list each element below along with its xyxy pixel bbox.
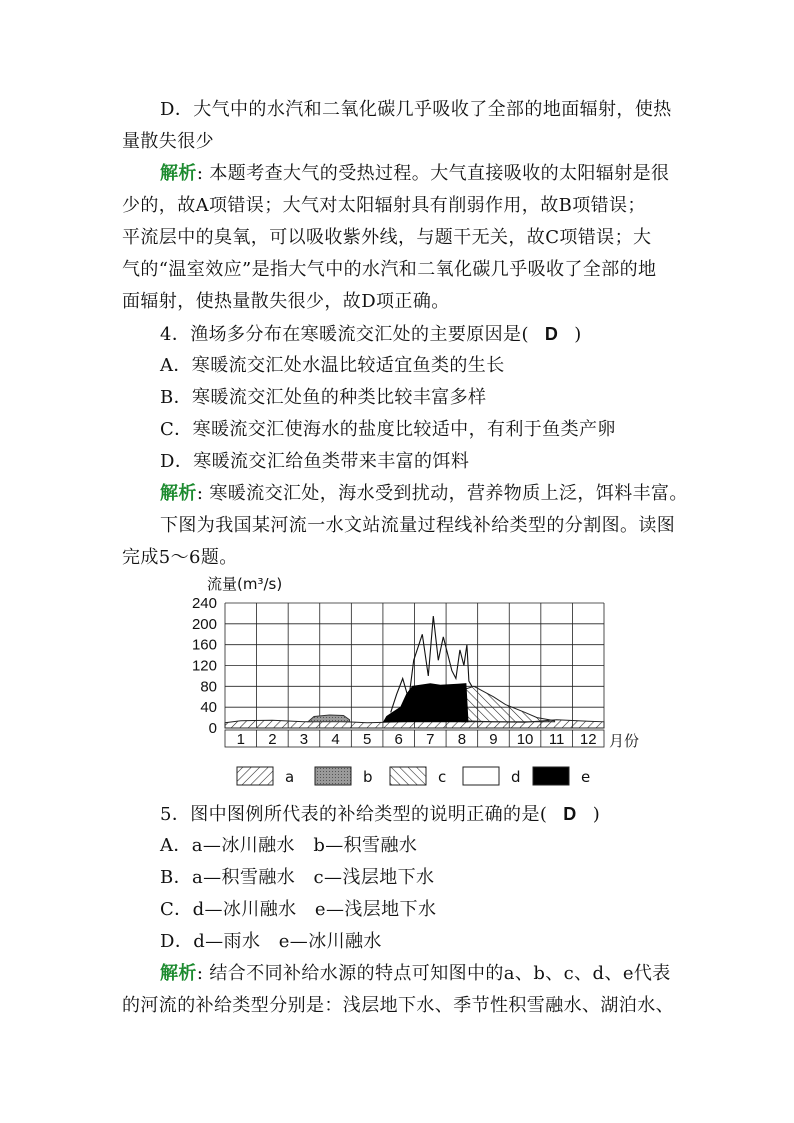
month-label: 8 <box>457 731 467 748</box>
question-5-close: ) <box>592 804 601 825</box>
x-axis-label: 月份 <box>609 732 640 750</box>
legend-swatch-a <box>237 767 273 785</box>
legend-swatch-e <box>533 767 569 785</box>
question-4-option-c: C．寒暖流交汇使海水的盐度比较适中，有利于鱼类产卵 <box>160 419 616 440</box>
analysis-1-line2: 少的，故A项错误；大气对太阳辐射具有削弱作用，故B项错误； <box>122 195 646 216</box>
analysis-label: 解析 <box>160 163 197 184</box>
analysis-label: 解析 <box>160 963 197 984</box>
analysis-text: : 本题考查大气的受热过程。大气直接吸收的太阳辐射是很 <box>196 163 670 184</box>
intro-line2: 完成5～6题。 <box>122 547 238 568</box>
legend-swatch-d <box>463 767 499 785</box>
question-5-option-a: A．a—冰川融水 b—积雪融水 <box>160 835 418 856</box>
month-label: 1 <box>236 731 245 748</box>
analysis-3-line2: 的河流的补给类型分别是：浅层地下水、季节性积雪融水、湖泊水、 <box>122 995 674 1016</box>
chart-legend <box>237 767 590 786</box>
question-5-answer: D <box>563 804 577 824</box>
intro-line1: 下图为我国某河流一水文站流量过程线补给类型的分割图。读图 <box>160 515 676 536</box>
question-4-stem: 4．渔场多分布在寒暖流交汇处的主要原因是( <box>160 324 529 345</box>
month-label: 12 <box>579 731 597 748</box>
y-tick-labels <box>192 595 217 737</box>
question-4-option-a: A．寒暖流交汇处水温比较适宜鱼类的生长 <box>160 355 505 376</box>
question-4 <box>160 322 582 347</box>
analysis-text: : 结合不同补给水源的特点可知图中的a、b、c、d、e代表 <box>196 963 671 984</box>
option-d-line1: D．大气中的水汽和二氧化碳几乎吸收了全部的地面辐射，使热 <box>160 99 672 120</box>
analysis-label: 解析 <box>160 483 197 504</box>
y-tick-label: 40 <box>200 699 217 717</box>
month-label: 11 <box>548 731 565 748</box>
y-tick-label: 240 <box>191 595 217 612</box>
month-labels <box>225 730 604 748</box>
question-5-stem: 5．图中图例所代表的补给类型的说明正确的是( <box>160 804 548 825</box>
month-label: 2 <box>268 731 277 748</box>
legend-label-c: c <box>438 768 447 786</box>
y-tick-label: 160 <box>191 636 217 654</box>
analysis-text: : 寒暖流交汇处，海水受到扰动，营养物质上泛，饵料丰富。 <box>196 483 688 504</box>
option-d-line2: 量散失很少 <box>122 131 214 152</box>
legend-label-a: a <box>285 768 295 786</box>
y-axis-label: 流量(m³/s) <box>207 575 283 593</box>
analysis-2 <box>160 482 688 506</box>
question-4-answer: D <box>544 324 559 344</box>
legend-label-d: d <box>511 768 521 786</box>
analysis-1-line4: 气的“温室效应”是指大气中的水汽和二氧化碳几乎吸收了全部的地 <box>122 259 657 280</box>
analysis-3-line1 <box>160 962 671 986</box>
y-tick-label: 80 <box>200 678 217 696</box>
month-label: 4 <box>331 731 340 748</box>
question-5 <box>160 802 600 827</box>
series-e-area <box>384 684 468 722</box>
question-4-option-b: B．寒暖流交汇处鱼的种类比较丰富多样 <box>160 387 487 408</box>
month-label: 6 <box>394 731 403 748</box>
question-5-option-b: B．a—积雪融水 c—浅层地下水 <box>160 867 435 888</box>
question-4-close: ) <box>574 324 582 345</box>
legend-label-b: b <box>363 768 373 786</box>
analysis-1-line5: 面辐射，使热量散失很少，故D项正确。 <box>122 291 450 312</box>
y-tick-label: 200 <box>191 615 217 633</box>
flow-chart <box>185 570 665 800</box>
question-5-option-d: D．d—雨水 e—冰川融水 <box>160 931 382 952</box>
month-label: 5 <box>362 731 372 748</box>
month-label: 3 <box>299 731 309 748</box>
legend-swatch-b <box>315 767 351 785</box>
y-tick-label: 120 <box>191 657 217 675</box>
month-label: 7 <box>426 731 435 748</box>
legend-swatch-c <box>390 767 426 785</box>
y-tick-label: 0 <box>208 720 217 737</box>
month-label: 10 <box>516 731 534 748</box>
month-label: 9 <box>489 731 498 748</box>
legend-label-e: e <box>581 768 591 786</box>
analysis-1-line3: 平流层中的臭氧，可以吸收紫外线，与题干无关，故C项错误；大 <box>122 227 652 248</box>
question-5-option-c: C．d—冰川融水 e—浅层地下水 <box>160 899 437 920</box>
series-b-area <box>308 715 350 722</box>
analysis-1-line1 <box>160 162 669 186</box>
question-4-option-d: D．寒暖流交汇给鱼类带来丰富的饵料 <box>160 451 470 472</box>
